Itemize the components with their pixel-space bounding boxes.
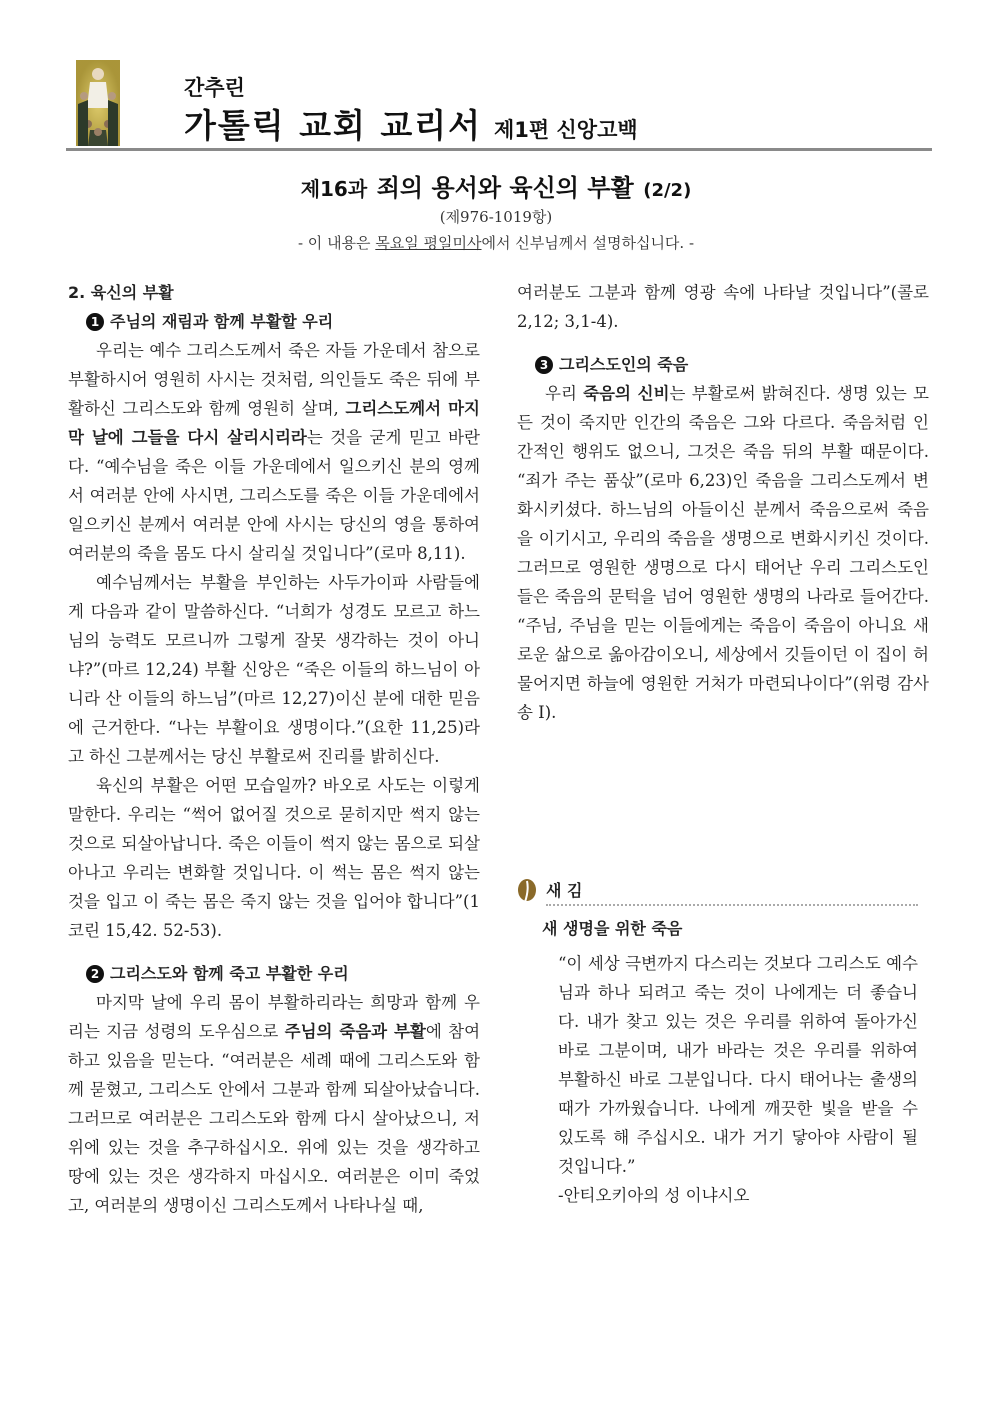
paragraph-4-b: 에 참여하고 있음을 믿는다. “여러분은 세례 때에 그리스도와 함께 묻혔고, 그리스도 안에서 그분과 함께 되살아났습니다. 그러므로 여러분은 그리스도와 함께 다시 살아났으니, 저 위에 있는 것을 추구하십시오. 위에 있는 것을 생각하고 땅에 있는 것은 생각하지 마십시오. 여러분은 이미 죽었고, 여러분의 생명이신 그리스도께서 나타나실 때, bbox=[68, 1022, 481, 1215]
subheading-3 bbox=[517, 350, 929, 379]
lesson-main-title: 죄의 용서와 육신의 부활 bbox=[376, 174, 634, 202]
dotted-divider bbox=[546, 904, 918, 906]
paragraph-3: 육신의 부활은 어떤 모습일까? 바오로 사도는 이렇게 말한다. 우리는 “썩어 없어질 것으로 묻히지만 썩지 않는 것으로 되살아납니다. 죽은 이들이 썩지 않는 몸으로 되살아나고 우리는 변화할 것입니다. 이 썩는 몸은 썩지 않는 것을 입고 이 죽는 몸은 죽지 않는 것을 입어야 합니다”(1코린 15,42. 52-53). bbox=[68, 776, 480, 940]
lesson-note bbox=[0, 232, 992, 253]
paragraph-6-b: 는 부활로써 밝혀진다. 생명 있는 모든 것이 죽지만 인간의 죽음은 그와 다르다. 죽음처럼 인간적인 행위도 없으니, 그것은 죽음 뒤의 부활 때문이다. “죄가 주는 품삯”(로마 6,23)인 죽음을 그리스도께서 변화시키셨다. 하느님의 아들이신 분께서 죽음으로써 죽음을 이기시고, 우리의 죽음을 생명으로 변화시키신 것이다. 그러므로 영원한 생명으로 다시 태어난 우리 그리스도인들은 죽음의 문턱을 넘어 영원한 생명의 나라로 들어간다. “주님, 주님을 믿는 이들에게는 죽음이 죽음이 아니요 새로운 삶으로 옮아감이오니, 세상에서 깃들이던 이 집이 허물어지면 하늘에 영원한 거처가 마련되나이다”(위령 감사송 Ⅰ). bbox=[517, 384, 930, 722]
paragraph-6-bold: 죽음의 신비 bbox=[583, 384, 670, 403]
reflection-header bbox=[516, 876, 918, 906]
lesson-title bbox=[0, 168, 992, 203]
left-column bbox=[68, 278, 480, 1220]
subheading-2 bbox=[68, 959, 480, 988]
header-title-text: 가톨릭 교회 교리서 bbox=[184, 106, 483, 145]
header-title bbox=[184, 100, 638, 147]
paragraph-6 bbox=[517, 379, 929, 727]
paragraph-1-b: 는 것을 굳게 믿고 바란다. “예수님을 죽은 이들 가운데에서 일으키신 분의 영께서 여러분 안에 사시면, 그리스도를 죽은 이들 가운데에서 일으키신 분께서 여러분 안에 사시는 당신의 영을 통하여 여러분의 죽을 몸도 다시 살리실 것입니다”(로마 8,11). bbox=[68, 428, 480, 563]
leaf-icon bbox=[516, 878, 538, 904]
reflection-title: 새 김 bbox=[546, 881, 583, 900]
section-heading: 2. 육신의 부활 bbox=[68, 283, 174, 302]
reflection-quote: “이 세상 극변까지 다스리는 것보다 그리스도 예수님과 하나 되려고 죽는 것이 나에게는 더 좋습니다. 내가 찾고 있는 것은 우리를 위하여 돌아가신 바로 그분이며, 내가 바라는 것은 우리를 위하여 부활하신 바로 그분입니다. 다시 태어나는 출생의 때가 가까웠습니다. 나에게 깨끗한 빛을 받을 수 있도록 해 주십시오. 내가 거기 닿아야 사람이 될 것입니다.” bbox=[558, 954, 918, 1176]
header-part: 제1편 신앙고백 bbox=[494, 118, 638, 142]
right-column bbox=[517, 278, 929, 727]
lesson-note-link: 목요일 평일미사 bbox=[375, 234, 482, 252]
paragraph-6-a: 우리 bbox=[545, 384, 584, 403]
paragraph-1-a: 우리는 예수 그리스도께서 죽은 자들 가운데서 참으로 부활하시어 영원히 사시는 것처럼, 의인들도 죽은 뒤에 부활하신 그리스도와 함께 영원히 살며, bbox=[68, 341, 480, 418]
spacer bbox=[68, 945, 480, 959]
header-divider bbox=[66, 148, 932, 151]
lesson-number: 제16과 bbox=[300, 177, 368, 201]
paragraph-4-a: 마지막 날에 우리 몸이 부활하리라는 희망과 함께 우리는 지금 성령의 도우심으로 bbox=[68, 993, 480, 1041]
lesson-note-prefix: - 이 내용은 bbox=[297, 234, 376, 252]
subheading-1-text: 주님의 재림과 함께 부활할 우리 bbox=[110, 312, 334, 331]
subheading-1 bbox=[68, 307, 480, 336]
subheading-3-text: 그리스도인의 죽음 bbox=[559, 355, 689, 374]
number-badge-icon: 3 bbox=[535, 356, 553, 374]
paragraph-1-bold: 그리스도께서 마지막 날에 그들을 다시 살리시리라 bbox=[68, 399, 480, 447]
paragraph-1 bbox=[68, 336, 480, 568]
quote-source: -안티오키아의 성 이냐시오 bbox=[558, 1186, 750, 1205]
paragraph-4-bold: 주님의 죽음과 부활 bbox=[284, 1022, 426, 1041]
number-badge-icon: 2 bbox=[86, 965, 104, 983]
paragraph-4 bbox=[68, 988, 480, 1220]
reflection-box bbox=[516, 876, 918, 1210]
number-badge-icon: 1 bbox=[86, 313, 104, 331]
paragraph-5: 여러분도 그분과 함께 영광 속에 나타날 것입니다”(콜로 2,12; 3,1-4). bbox=[517, 283, 929, 331]
spacer bbox=[517, 336, 929, 350]
lesson-part: (2/2) bbox=[643, 180, 692, 201]
lesson-note-suffix: 에서 신부님께서 설명하십니다. - bbox=[481, 234, 695, 252]
lesson-range: (제976-1019항) bbox=[439, 208, 553, 226]
reflection-subtitle: 새 생명을 위한 죽음 bbox=[542, 919, 683, 938]
header bbox=[76, 60, 932, 152]
paragraph-2: 예수님께서는 부활을 부인하는 사두가이파 사람들에게 다음과 같이 말씀하신다. “너희가 성경도 모르고 하느님의 능력도 모르니까 그렇게 잘못 생각하는 것이 아니냐?”(마르 12,24) 부활 신앙은 “죽은 이들의 하느님이 아니라 산 이들의 하느님”(마르 12,27)이신 분에 대한 믿음에 근거한다. “나는 부활이요 생명이다.”(요한 11,25)라고 하신 그분께서는 당신 부활로써 진리를 밝히신다. bbox=[68, 573, 480, 766]
christ-apostles-logo-icon bbox=[76, 60, 120, 146]
header-subtitle: 간추린 bbox=[184, 76, 245, 100]
subheading-2-text: 그리스도와 함께 죽고 부활한 우리 bbox=[110, 964, 349, 983]
